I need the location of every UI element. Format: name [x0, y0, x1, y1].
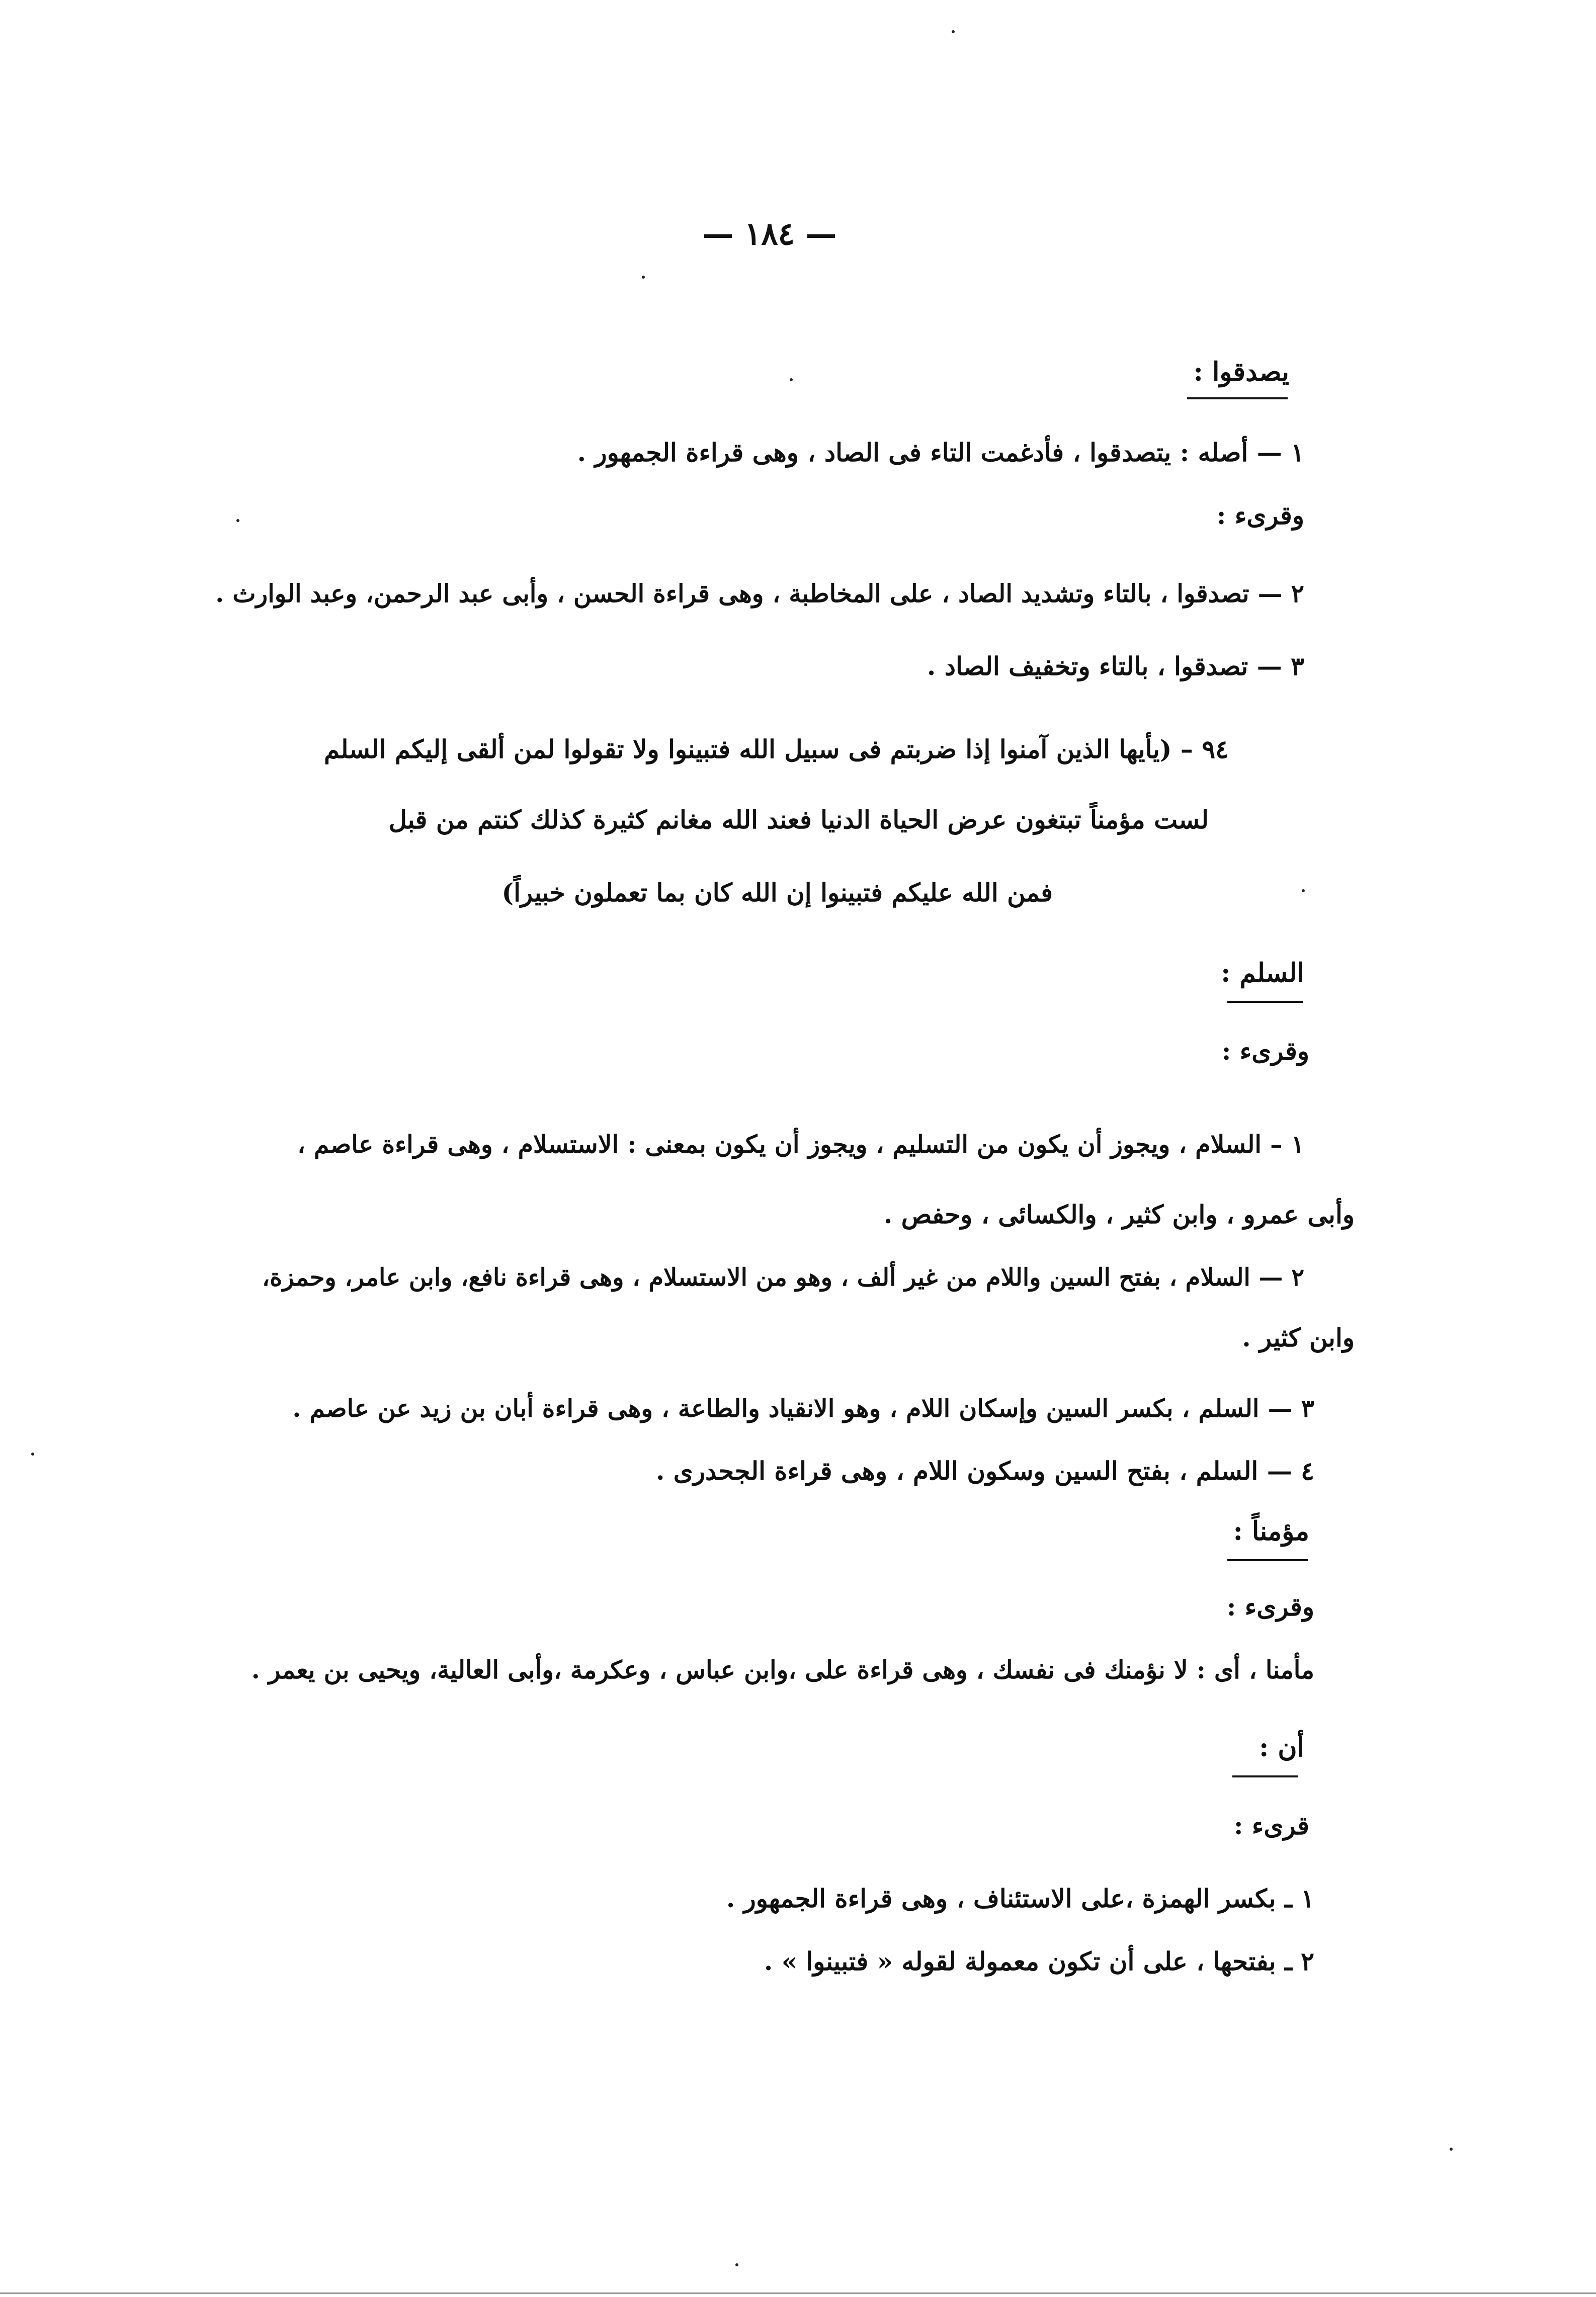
text-line: ٢ — السلام ، بفتح السين واللام من غير ألف ، وهو من الاستسلام ، وهى قراءة نافع، وابن عامر، وحمزة،	[262, 1263, 1304, 1292]
heading-anna: أن :	[1259, 1732, 1304, 1763]
text-line: مأمنا ، أى : لا نؤمنك فى نفسك ، وهى قراءة على ،وابن عباس ، وعكرمة ،وأبى العالية، ويحيى بن يعمر .	[251, 1655, 1314, 1684]
page-bottom-edge	[0, 2292, 1596, 2294]
text-line: قرىء :	[1234, 1811, 1309, 1840]
text-line: ٣ — السلم ، بكسر السين وإسكان اللام ، وهو الانقياد والطاعة ، وهى قراءة أبان بن زيد عن عاصم .	[292, 1394, 1314, 1423]
scan-speck	[236, 519, 239, 522]
text-line: وقرىء :	[1226, 1592, 1314, 1622]
text-line: ١ — أصله : يتصدقوا ، فأدغمت التاء فى الصاد ، وهى قراءة الجمهور .	[577, 438, 1304, 467]
text-line: ٤ — السلم ، بفتح السين وسكون اللام ، وهى قراءة الجحدرى .	[655, 1456, 1314, 1486]
text-line: وقرىء :	[1216, 500, 1304, 530]
text-line: وابن كثير .	[1242, 1323, 1355, 1352]
heading-underline	[1227, 1559, 1308, 1561]
scan-speck	[642, 276, 645, 279]
text-line: ٣ — تصدقوا ، بالتاء وتخفيف الصاد .	[927, 651, 1304, 681]
heading-salam: السلم :	[1221, 958, 1304, 988]
scan-speck	[952, 30, 955, 33]
scan-speck	[1450, 2148, 1453, 2151]
text-line: ٢ ـ بفتحها ، على أن تكون معمولة لقوله « فتبينوا » .	[764, 1946, 1314, 1976]
verse-line: ٩٤ – (يأيها الذين آمنوا إذا ضربتم فى سبيل الله فتبينوا ولا تقولوا لمن ألقى إليكم السلم	[323, 734, 1229, 764]
heading-underline	[1232, 1775, 1298, 1777]
heading-muminan: مؤمناً :	[1233, 1516, 1309, 1547]
heading-tasaddaqu: يصدقوا :	[1193, 357, 1289, 387]
text-line: ١ – السلام ، ويجوز أن يكون من التسليم ، ويجوز أن يكون بمعنى : الاستسلام ، وهى قراءة عاصم ،	[297, 1130, 1304, 1159]
scan-speck	[31, 1453, 34, 1456]
verse-line: فمن الله عليكم فتبينوا إن الله كان بما تعملون خبيراً)	[501, 878, 1053, 907]
text-line: وأبى عمرو ، وابن كثير ، والكسائى ، وحفص .	[883, 1200, 1355, 1229]
text-line: ١ ـ بكسر الهمزة ،على الاستئناف ، وهى قراءة الجمهور .	[726, 1884, 1314, 1913]
scan-speck	[735, 2263, 738, 2266]
verse-line: لست مؤمناً تبتغون عرض الحياة الدنيا فعند الله مغانم كثيرة كذلك كنتم من قبل	[388, 805, 1209, 834]
scan-speck	[1302, 889, 1305, 892]
text-line: ٢ — تصدقوا ، بالتاء وتشديد الصاد ، على المخاطبة ، وهى قراءة الحسن ، وأبى عبد الرحمن، وعبد الوارث .	[215, 579, 1304, 608]
text-line: وقرىء :	[1221, 1036, 1309, 1066]
scan-speck	[790, 378, 793, 381]
heading-underline	[1227, 1001, 1303, 1003]
page-number: — ١٨٤ —	[702, 215, 837, 252]
heading-underline	[1187, 397, 1288, 399]
